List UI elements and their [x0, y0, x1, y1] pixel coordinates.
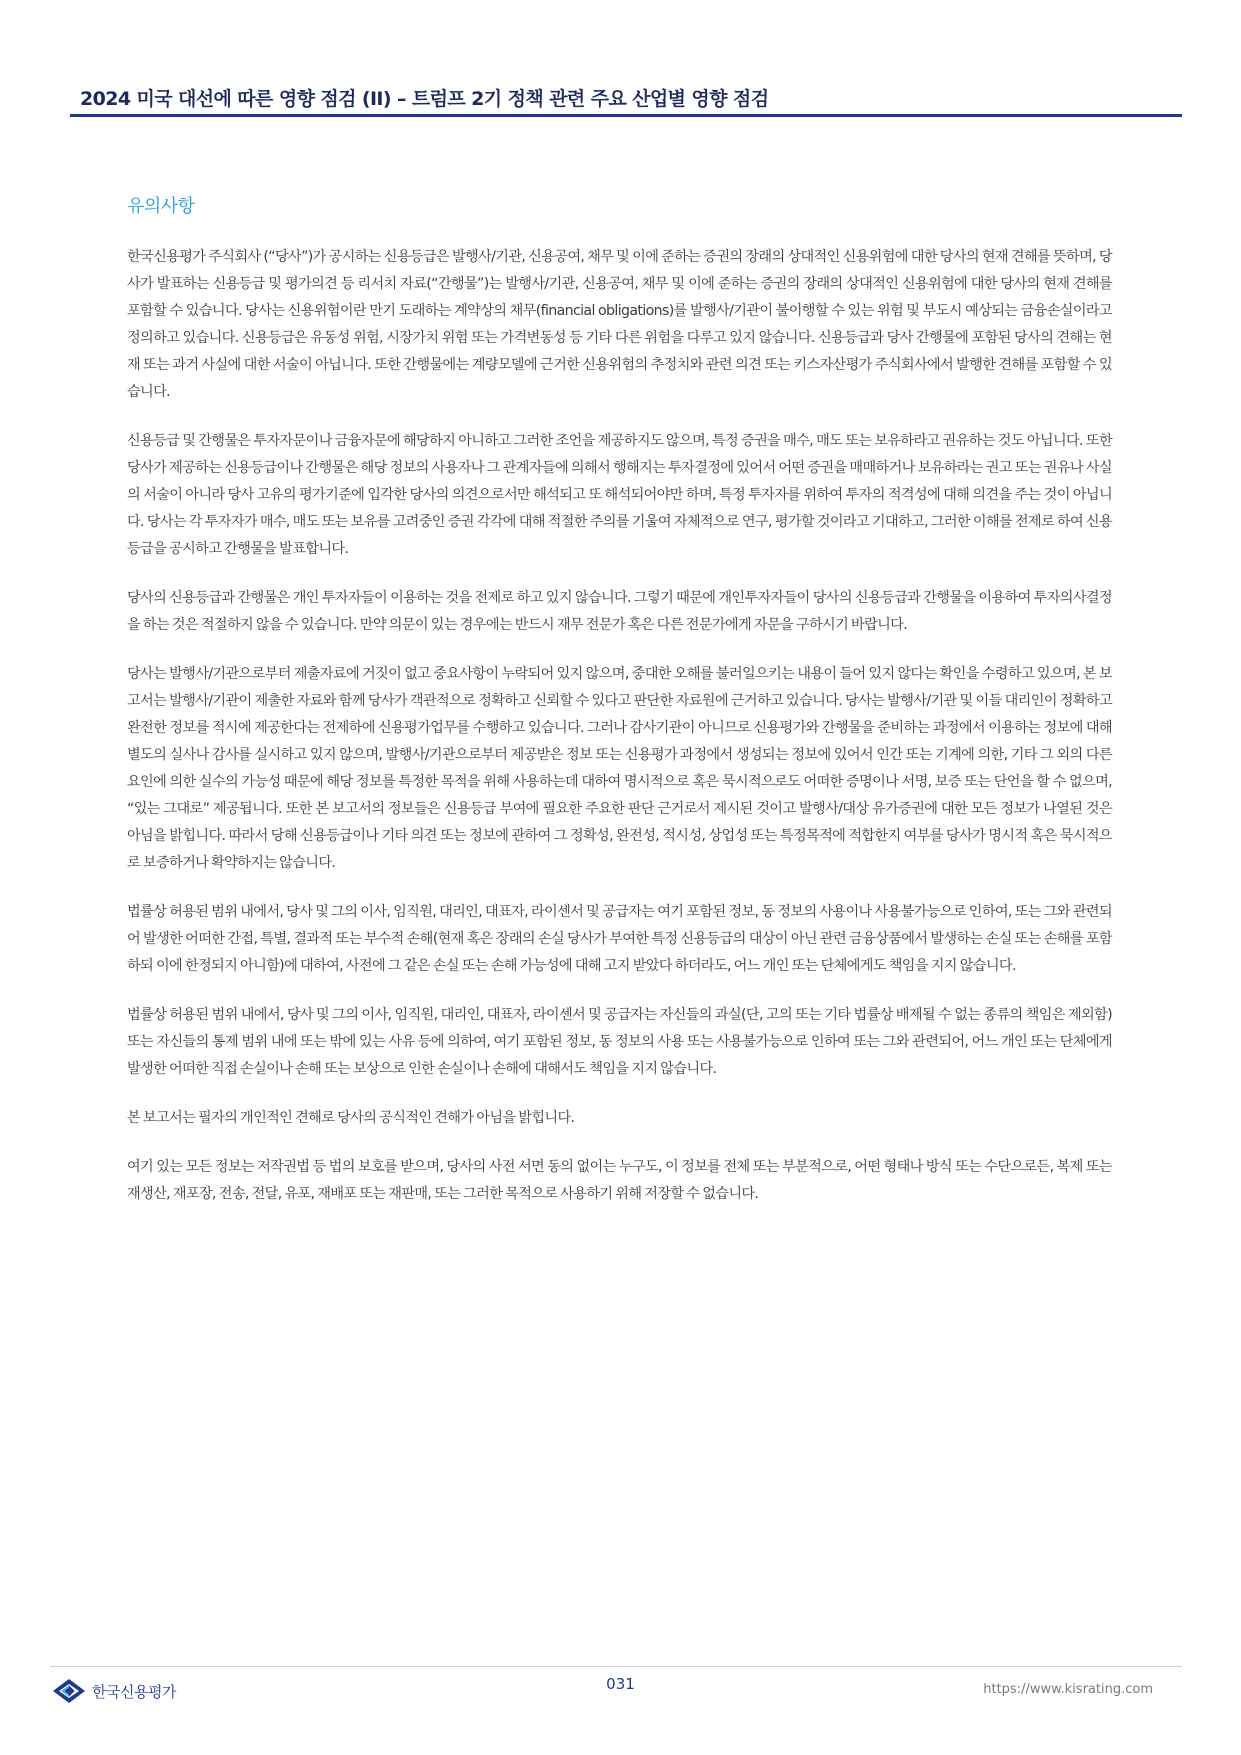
logo-text: 한국신용평가 [92, 1682, 176, 1701]
header-divider [70, 114, 1182, 117]
disclaimer-paragraph-1: 한국신용평가 주식회사 (“당사”)가 공시하는 신용등급은 발행사/기관, 신용공여, 채무 및 이에 준하는 증권의 장래의 상대적인 신용위험에 대한 당사의 현재 견해를 뜻하며, 당사가 발표하는 신용등급 및 평가의견 등 리서치 자료(“간행물”)는 발행사/기관, 신용공여, 채무 및 이에 준하는 증권의 장래의 상대적인 신용위험에 대한 당사의 현재 견해를 포함할 수 있습니다. 당사는 신용위험이란 만기 도래하는 계약상의 채무(financial obligations)를 발행사/기관이 불이행할 수 있는 위험 및 부도시 예상되는 금융손실이라고 정의하고 있습니다. 신용등급은 유동성 위험, 시장가치 위험 또는 가격변동성 등 기타 다른 위험을 다루고 있지 않습니다. 신용등급과 당사 간행물에 포함된 당사의 견해는 현재 또는 과거 사실에 대한 서술이 아닙니다. 또한 간행물에는 계량모델에 근거한 신용위험의 추정치와 관련 의견 또는 키스자산평가 주식회사에서 발행한 견해를 포함할 수 있습니다. [127, 249, 1112, 400]
website-link[interactable]: https://www.kisrating.com [983, 1682, 1153, 1697]
page-number: 031 [606, 1675, 635, 1693]
disclaimer-paragraph-3: 당사의 신용등급과 간행물은 개인 투자자들이 이용하는 것을 전제로 하고 있지 않습니다. 그렇기 때문에 개인투자자들이 당사의 신용등급과 간행물을 이용하여 투자의사결정을 하는 것은 적절하지 않을 수 있습니다. 만약 의문이 있는 경우에는 반드시 재무 전문가 혹은 다른 전문가에게 자문을 구하시기 바랍니다. [127, 590, 1112, 633]
disclaimer-paragraph-2: 신용등급 및 간행물은 투자자문이나 금융자문에 해당하지 아니하고 그러한 조언을 제공하지도 않으며, 특정 증권을 매수, 매도 또는 보유하라고 권유하는 것도 아닙니다. 또한 당사가 제공하는 신용등급이나 간행물은 해당 정보의 사용자나 그 관계자들에 의해서 행해지는 투자결정에 있어서 어떤 증권을 매매하거나 보유하라는 권고 또는 권유나 사실의 서술이 아니라 당사 고유의 평가기준에 입각한 당사의 의견으로서만 해석되고 또 해석되어야만 하며, 특정 투자자를 위하여 투자의 적격성에 대해 의견을 주는 것이 아닙니다. 당사는 각 투자자가 매수, 매도 또는 보유를 고려중인 증권 각각에 대해 적절한 주의를 기울여 자체적으로 연구, 평가할 것이라고 기대하고, 그러한 이해를 전제로 하여 신용등급을 공시하고 간행물을 발표합니다. [127, 433, 1112, 557]
disclaimer-paragraph-8: 여기 있는 모든 정보는 저작권법 등 법의 보호를 받으며, 당사의 사전 서면 동의 없이는 누구도, 이 정보를 전체 또는 부분적으로, 어떤 형태나 방식 또는 수단으로든, 복제 또는 재생산, 재포장, 전송, 전달, 유포, 재배포 또는 재판매, 또는 그러한 목적으로 사용하기 위해 저장할 수 없습니다. [127, 1159, 1112, 1202]
section-title: 유의사항 [127, 196, 195, 217]
disclaimer-paragraph-7: 본 보고서는 필자의 개인적인 견해로 당사의 공식적인 견해가 아님을 밝힙니다. [127, 1110, 575, 1126]
disclaimer-body [127, 244, 1112, 1230]
disclaimer-paragraph-5: 법률상 허용된 범위 내에서, 당사 및 그의 이사, 임직원, 대리인, 대표자, 라이센서 및 공급자는 여기 포함된 정보, 동 정보의 사용이나 사용불가능으로 인하여, 또는 그와 관련되어 발생한 어떠한 간접, 특별, 결과적 또는 부수적 손해(현재 혹은 장래의 손실 당사가 부여한 특정 신용등급의 대상이 아닌 관련 금융상품에서 발생하는 손실 또는 손해를 포함하되 이에 한정되지 아니함)에 대하여, 사전에 그 같은 손실 또는 손해 가능성에 대해 고지 받았다 하더라도, 어느 개인 또는 단체에게도 책임을 지지 않습니다. [127, 904, 1112, 974]
footer-divider [50, 1666, 1182, 1667]
report-header-title: 2024 미국 대선에 따른 영향 점검 (II) – 트럼프 2기 정책 관련 주요 산업별 영향 점검 [80, 88, 769, 110]
disclaimer-paragraph-4: 당사는 발행사/기관으로부터 제출자료에 거짓이 없고 중요사항이 누락되어 있지 않으며, 중대한 오해를 불러일으키는 내용이 들어 있지 않다는 확인을 수령하고 있으며, 본 보고서는 발행사/기관이 제출한 자료와 함께 당사가 객관적으로 정확하고 신뢰할 수 있다고 판단한 자료원에 근거하고 있습니다. 당사는 발행사/기관 및 이들 대리인이 정확하고 완전한 정보를 적시에 제공한다는 전제하에 신용평가업무를 수행하고 있습니다. 그러나 감사기관이 아니므로 신용평가와 간행물을 준비하는 과정에서 이용하는 정보에 대해 별도의 실사나 감사를 실시하고 있지 않으며, 발행사/기관으로부터 제공받은 정보 또는 신용평가 과정에서 생성되는 정보에 있어서 인간 또는 기계에 의한, 기타 그 외의 다른 요인에 의한 실수의 가능성 때문에 해당 정보를 특정한 목적을 위해 사용하는데 대하여 명시적으로 혹은 묵시적으로도 어떠한 증명이나 서명, 보증 또는 단언을 할 수 없으며, “있는 그대로” 제공됩니다. 또한 본 보고서의 정보들은 신용등급 부여에 필요한 주요한 판단 근거로서 제시된 것이고 발행사/대상 유가증권에 대한 모든 정보가 나열된 것은 아님을 밝힙니다. 따라서 당해 신용등급이나 기타 의견 또는 정보에 관하여 그 정확성, 완전성, 적시성, 상업성 또는 특정목적에 적합한지 여부를 당사가 명시적 혹은 묵시적으로 보증하거나 확약하지는 않습니다. [127, 666, 1112, 871]
disclaimer-paragraph-6: 법률상 허용된 범위 내에서, 당사 및 그의 이사, 임직원, 대리인, 대표자, 라이센서 및 공급자는 자신들의 과실(단, 고의 또는 기타 법률상 배제될 수 없는 종류의 책임은 제외함) 또는 자신들의 통제 범위 내에 또는 밖에 있는 사유 등에 의하여, 여기 포함된 정보, 동 정보의 사용 또는 사용불가능으로 인하여 또는 그와 관련되어, 어느 개인 또는 단체에게 발생한 어떠한 직접 손실이나 손해 또는 보상으로 인한 손실이나 손해에 대해서도 책임을 지지 않습니다. [127, 1007, 1112, 1077]
